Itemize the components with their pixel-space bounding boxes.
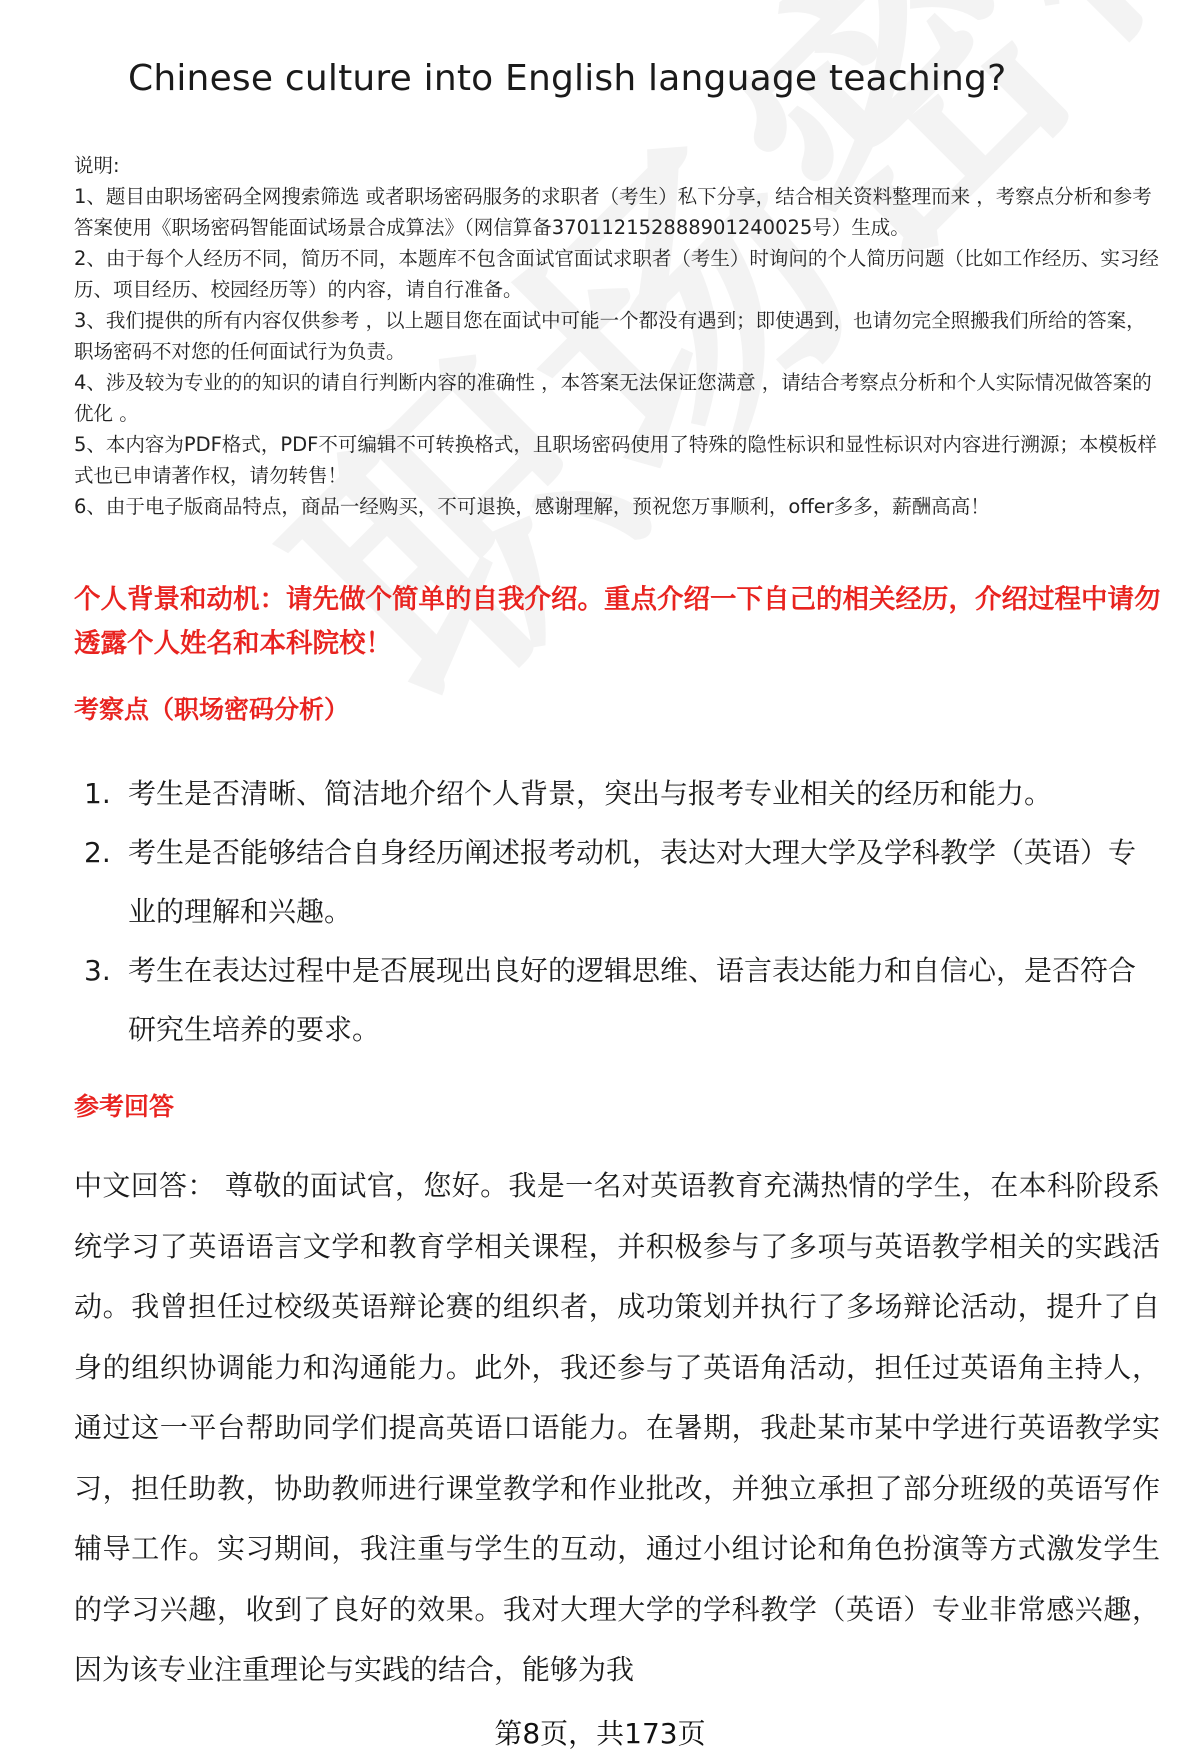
list-item-number: 3. [84,954,111,987]
notes-item: 2、由于每个人经历不同，简历不同，本题库不包含面试官面试求职者（考生）时询问的个人简历问题（比如工作经历、实习经历、项目经历、校园经历等）的内容，请自行准备。 [74,247,1159,301]
list-item-text: 考生在表达过程中是否展现出良好的逻辑思维、语言表达能力和自信心，是否符合研究生培养的要求。 [128,954,1137,1046]
list-item-number: 2. [84,836,111,869]
notes-item: 4、涉及较为专业的的知识的请自行判断内容的准确性 ，本答案无法保证您满意 ，请结合考察点分析和个人实际情况做答案的优化 。 [74,371,1152,425]
notes-item: 1、题目由职场密码全网搜索筛选 或者职场密码服务的求职者（考生）私下分享，结合相关资料整理而来 ，考察点分析和参考答案使用《职场密码智能面试场景合成算法》（网信算备370112152888901240025号）生成。 [74,185,1152,239]
notes-heading: 说明: [74,154,120,177]
notes-item: 6、由于电子版商品特点，商品一经购买，不可退换，感谢理解，预祝您万事顺利，offer多多，薪酬高高！ [74,495,990,518]
page-number: 第8页，共173页 [494,1717,706,1750]
notes-item: 3、我们提供的所有内容仅供参考 ，以上题目您在面试中可能一个都没有遇到；即使遇到，也请勿完全照搬我们所给的答案，职场密码不对您的任何面试行为负责。 [74,309,1146,363]
list-item-number: 1. [84,777,111,810]
list-item-text: 考生是否清晰、简洁地介绍个人背景，突出与报考专业相关的经历和能力。 [128,777,1053,810]
list-item-text: 考生是否能够结合自身经历阐述报考动机，表达对大理大学及学科教学（英语）专业的理解和兴趣。 [128,836,1137,928]
list-item [84,941,1144,1059]
analysis-heading: 考察点（职场密码分析） [74,695,350,724]
analysis-points-list [84,764,1144,1059]
reference-answer-heading: 参考回答 [74,1092,175,1121]
reference-answer-text: 中文回答： 尊敬的面试官，您好。我是一名对英语教育充满热情的学生，在本科阶段系统学习了英语语言文学和教育学相关课程，并积极参与了多项与英语教学相关的实践活动。我曾担任过校级英语辩论赛的组织者，成功策划并执行了多场辩论活动，提升了自身的组织协调能力和沟通能力。此外，我还参与了英语角活动，担任过英语角主持人，通过这一平台帮助同学们提高英语口语能力。在暑期，我赴某市某中学进行英语教学实习，担任助教，协助教师进行课堂教学和作业批改，并独立承担了部分班级的英语写作辅导工作。实习期间，我注重与学生的互动，通过小组讨论和角色扮演等方式激发学生的学习兴趣，收到了良好的效果。我对大理大学的学科教学（英语）专业非常感兴趣，因为该专业注重理论与实践的结合，能够为我 [74,1169,1160,1686]
list-item [84,764,1144,823]
notes-item: 5、本内容为PDF格式，PDF不可编辑不可转换格式，且职场密码使用了特殊的隐性标识和显性标识对内容进行溯源；本模板样式也已申请著作权，请勿转售！ [74,433,1157,487]
interview-question: 个人背景和动机：请先做个简单的自我介绍。重点介绍一下自己的相关经历，介绍过程中请勿透露个人姓名和本科院校！ [74,584,1161,659]
list-item [84,823,1144,941]
notes-block [74,150,1164,522]
question-title-continuation: Chinese culture into English language teaching? [128,58,1007,99]
